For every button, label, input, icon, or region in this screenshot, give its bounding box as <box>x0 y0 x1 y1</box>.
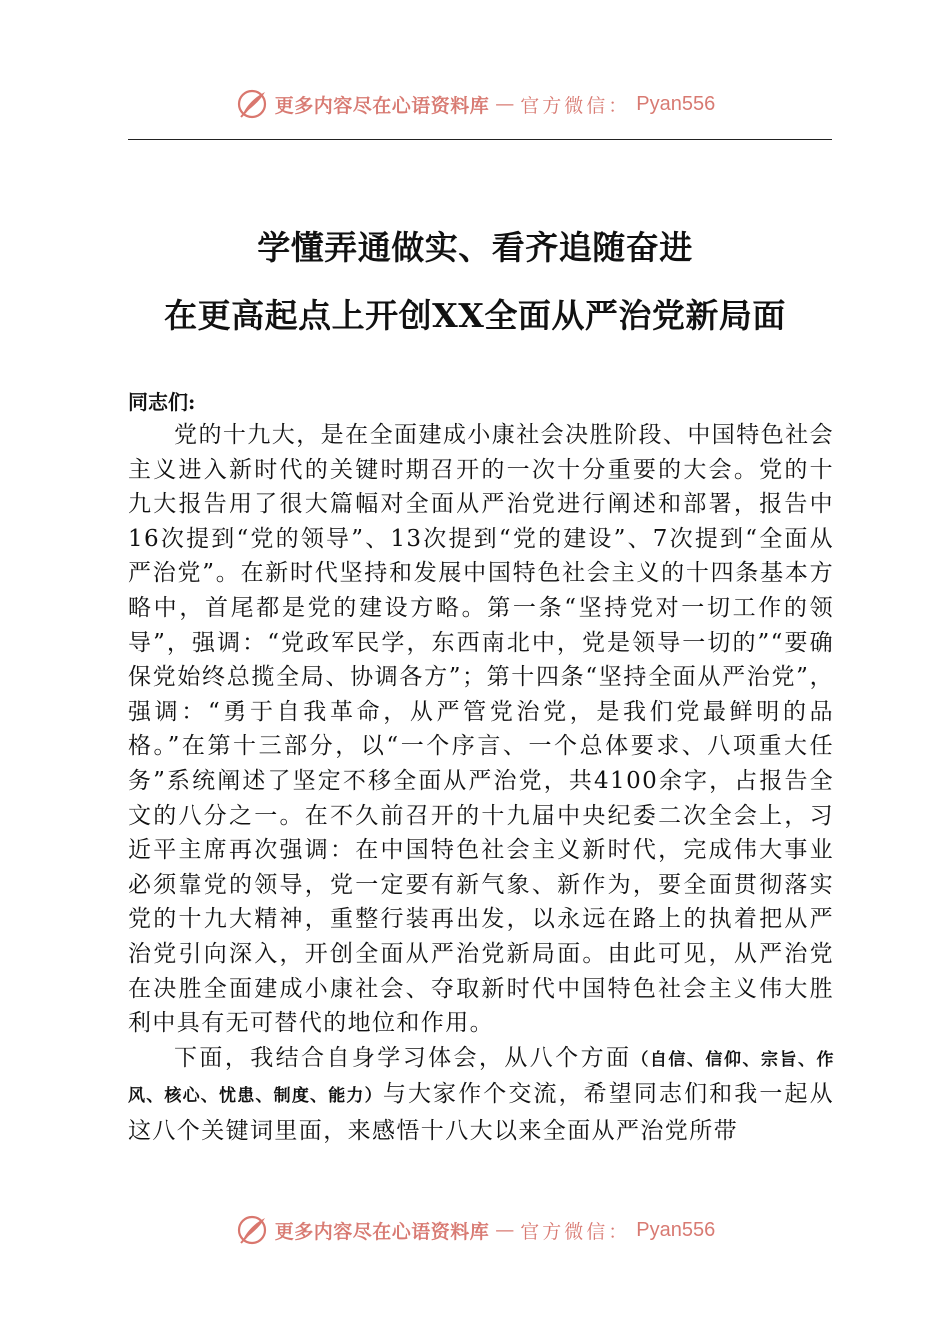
watermark-wechat-id: Pyan556 <box>636 92 716 115</box>
paragraph-2-note: （自信、信仰、宗旨、作风、核心、忧患、制度、能力） <box>128 1049 834 1107</box>
paragraph-2-start: 下面，我结合自身学习体会，从八个方面 <box>174 1044 632 1071</box>
header-watermark <box>0 84 950 124</box>
quill-logo-icon <box>235 87 269 121</box>
footer-watermark <box>0 1210 950 1250</box>
watermark-dash: — <box>495 93 515 115</box>
watermark-label: 官方微信： <box>520 1220 631 1243</box>
paragraph-2-end: 与大家作个交流，希望同志们和我一起从这八个关键词里面，来感悟十八大以来全面从严治党所带 <box>128 1081 834 1144</box>
document-title-line2: 在更高起点上开创XX全面从严治党新局面 <box>164 296 786 335</box>
watermark-label: 官方微信： <box>520 94 631 117</box>
paragraph-2 <box>128 1041 834 1149</box>
salutation: 同志们: <box>128 390 196 414</box>
document-body <box>128 418 834 1148</box>
document-title-line1: 学懂弄通做实、看齐追随奋进 <box>257 228 693 267</box>
watermark-site-name: 更多内容尽在心语资料库 <box>274 1220 490 1243</box>
header-divider <box>128 139 832 140</box>
watermark-dash: — <box>495 1219 515 1241</box>
quill-logo-icon <box>235 1213 269 1247</box>
paragraph-1: 党的十九大，是在全面建成小康社会决胜阶段、中国特色社会主义进入新时代的关键时期召开的一次十分重要的大会。党的十九大报告用了很大篇幅对全面从严治党进行阐述和部署，报告中16次提到“党的领导”、13次提到“党的建设”、7次提到“全面从严治党”。在新时代坚持和发展中国特色社会主义的十四条基本方略中，首尾都是党的建设方略。第一条“坚持党对一切工作的领导”，强调：“党政军民学，东西南北中，党是领导一切的”“要确保党始终总揽全局、协调各方”；第十四条“坚持全面从严治党”，强调：“勇于自我革命，从严管党治党，是我们党最鲜明的品格。”在第十三部分，以“一个序言、一个总体要求、八项重大任务”系统阐述了坚定不移全面从严治党，共4100余字，占报告全文的八分之一。在不久前召开的十九届中央纪委二次全会上，习近平主席再次强调：在中国特色社会主义新时代，完成伟大事业必须靠党的领导，党一定要有新气象、新作为，要全面贯彻落实党的十九大精神，重整行装再出发，以永远在路上的执着把从严治党引向深入，开创全面从严治党新局面。由此可见，从严治党在决胜全面建成小康社会、夺取新时代中国特色社会主义伟大胜利中具有无可替代的地位和作用。 <box>128 422 834 1037</box>
watermark-wechat-id: Pyan556 <box>636 1218 716 1241</box>
watermark-site-name: 更多内容尽在心语资料库 <box>274 94 490 117</box>
